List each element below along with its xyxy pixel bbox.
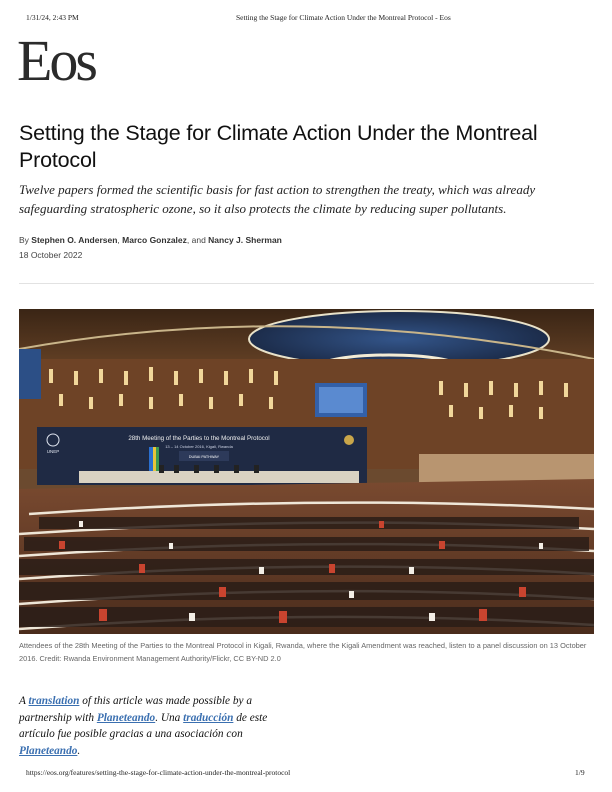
banner-subtitle: 13 – 14 October 2016, Kigali, Rwanda <box>165 444 233 449</box>
text-run: . <box>77 744 81 757</box>
byline <box>19 235 282 245</box>
text-run: A <box>19 695 26 707</box>
planeteando-link[interactable]: Planeteando <box>19 744 78 757</box>
divider <box>19 283 594 284</box>
print-footer <box>0 768 612 780</box>
eos-logo[interactable]: Eos <box>17 28 95 93</box>
banner-title: 28th Meeting of the Parties to the Montreal Protocol <box>128 435 270 442</box>
print-url: https://eos.org/features/setting-the-stage-for-climate-action-under-the-montreal-protocol <box>26 768 291 777</box>
byline-prefix: By <box>19 235 29 245</box>
article-dek: Twelve papers formed the scientific basis for fast action to strengthen the treaty, which was already safeguarding stratospheric ozone, so it also protects the climate by reducing super pollutants. <box>19 182 536 216</box>
planeteando-link[interactable]: Planeteando <box>96 711 156 724</box>
stage-sign: DUBAI PATHWAY <box>188 455 220 459</box>
publish-date: 18 October 2022 <box>19 250 83 260</box>
photo-caption: Attendees of the 28th Meeting of the Parties to the Montreal Protocol in Kigali, Rwanda, where the Kigali Amendment was reached, listen to a panel discussion on 13 October 2016. Credit: Rwanda Environment Management Authority/Flickr, CC BY-ND 2.0 <box>19 641 587 663</box>
page-number: 1/9 <box>575 768 585 777</box>
translation-note <box>19 693 299 759</box>
byline-separator: , and <box>186 235 206 245</box>
author-link[interactable]: Marco Gonzalez <box>122 235 187 245</box>
text-run: . Una <box>155 711 181 724</box>
print-header <box>0 13 612 27</box>
print-timestamp: 1/31/24, 2:43 PM <box>26 13 79 22</box>
hero-photo <box>19 309 594 634</box>
byline-separator: , <box>117 235 120 245</box>
author-link[interactable]: Nancy J. Sherman <box>208 235 282 245</box>
unep-label: UNEP <box>46 449 60 454</box>
traduccion-link[interactable]: traducción <box>183 711 234 724</box>
text-run: de este artículo fue posible gracias a una asociación con <box>19 711 268 740</box>
author-link[interactable]: Stephen O. Andersen <box>31 235 118 245</box>
print-page-title: Setting the Stage for Climate Action Under the Montreal Protocol - Eos <box>236 13 451 22</box>
article-headline: Setting the Stage for Climate Action Under the Montreal Protocol <box>19 121 538 172</box>
translation-link[interactable]: translation <box>28 695 80 707</box>
text-run: of this article was made possible by a partnership with <box>19 695 252 724</box>
